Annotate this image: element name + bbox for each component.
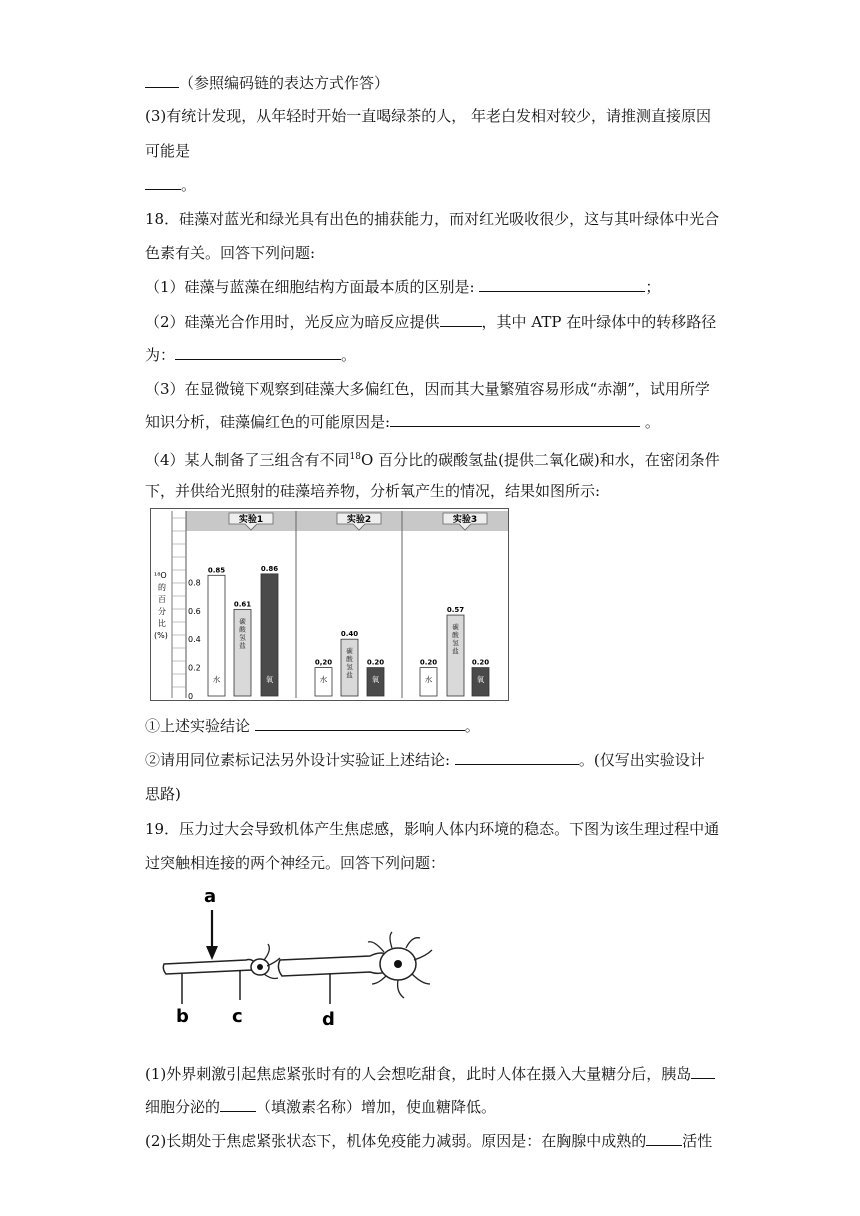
y-label-char: 百 bbox=[158, 595, 166, 604]
bar-text: 碳 bbox=[452, 623, 459, 632]
arrow-head-icon bbox=[206, 946, 218, 960]
bar-text: 酸 bbox=[346, 655, 353, 664]
bar-value-label: 0.57 bbox=[446, 606, 465, 615]
q18-part4-line1: （4）某人制备了三组含有不同$^{18}$O 百分比的碳酸氢盐(提供二氧化碳)和水，在密闭条件 bbox=[145, 451, 720, 469]
label-d: d bbox=[322, 1009, 335, 1030]
y-label-char: (%) bbox=[154, 631, 168, 640]
bar-text: 水 bbox=[424, 675, 433, 684]
bar-value-label: 0.20 bbox=[419, 658, 438, 667]
y-tick-label: 0.4 bbox=[188, 635, 201, 645]
y-label-char: 分 bbox=[158, 607, 166, 616]
y-label-char: 的 bbox=[158, 583, 166, 592]
bar-text: 水 bbox=[212, 675, 221, 684]
q18-stem-line1: 18．硅藻对蓝光和绿光具有出色的捕获能力，而对红光吸收很少，这与其叶绿体中光合 bbox=[145, 210, 720, 228]
bar-text: 水 bbox=[319, 675, 328, 684]
y-label-char: ¹⁸O bbox=[154, 571, 167, 580]
bar-text: 酸 bbox=[239, 625, 246, 634]
label-b: b bbox=[176, 1006, 189, 1027]
q18-part1: （1）硅藻与蓝藻在细胞结构方面最本质的区别是: ； bbox=[145, 278, 661, 296]
group-label: 实验2 bbox=[346, 515, 372, 525]
bar-text: 盐 bbox=[346, 671, 353, 680]
q18-part4-line2: 下，并供给光照射的硅藻培养物，分析氧产生的情况，结果如图所示: bbox=[145, 482, 601, 500]
q17-p3-line2: 可能是 bbox=[145, 142, 191, 160]
q18-subq2-line1: ②请用同位素标记法另外设计实验证上述结论: 。(仅写出实验设计 bbox=[145, 751, 705, 769]
answer-blank[interactable] bbox=[220, 1097, 256, 1112]
bar-text: 酸 bbox=[452, 631, 459, 640]
bar-value-label: 0.86 bbox=[260, 564, 279, 573]
q17-p3-line3: 。 bbox=[145, 175, 196, 195]
q19-part1-line2: 细胞分泌的 （填激素名称）增加，使血糖降低。 bbox=[145, 1098, 497, 1116]
bar-text: 盐 bbox=[239, 641, 246, 650]
nucleus bbox=[394, 960, 402, 968]
synapse-vesicle bbox=[257, 964, 263, 970]
answer-blank[interactable] bbox=[145, 73, 179, 88]
answer-blank[interactable] bbox=[145, 175, 181, 190]
bar-text: 氧 bbox=[265, 675, 274, 684]
bar-value-label: 0.40 bbox=[340, 630, 359, 639]
y-label-char: 比 bbox=[158, 619, 166, 628]
axon-1 bbox=[163, 960, 256, 975]
q19-stem-line2: 过突触相连接的两个神经元。回答下列问题： bbox=[145, 854, 446, 872]
oxygen-isotope-bar-chart bbox=[150, 508, 512, 702]
bar-value-label: 0.20 bbox=[366, 658, 385, 667]
q18-part3-line1: （3）在显微镜下观察到硅藻大多偏红色，因而其大量繁殖容易形成“赤潮”，试用所学 bbox=[145, 380, 710, 398]
q19-part1-line1: (1)外界刺激引起焦虑紧张时有的人会想吃甜食，此时人体在摄入大量糖分后，胰岛 bbox=[145, 1064, 715, 1084]
answer-blank[interactable] bbox=[455, 750, 579, 765]
bar-text: 氧 bbox=[476, 675, 485, 684]
q17-continuation bbox=[145, 73, 389, 93]
q17-p3-line1: (3)有统计发现，从年轻时开始一直喝绿茶的人， 年老白发相对较少，请推测直接原因 bbox=[145, 107, 712, 125]
q18-subq2-line2: 思路) bbox=[145, 785, 181, 803]
answer-blank[interactable] bbox=[646, 1131, 682, 1146]
bar-value-label: 0.85 bbox=[207, 566, 226, 575]
answer-blank[interactable] bbox=[691, 1064, 715, 1079]
answer-blank[interactable] bbox=[255, 716, 465, 731]
y-tick-label: 0.2 bbox=[188, 663, 201, 673]
label-a: a bbox=[204, 886, 217, 907]
y-tick-label: 0 bbox=[188, 692, 194, 701]
bar-text: 氧 bbox=[371, 675, 380, 684]
bar-value-label: 0.61 bbox=[233, 600, 252, 609]
label-c: c bbox=[232, 1006, 243, 1027]
y-tick-label: 0.8 bbox=[188, 578, 201, 588]
q18-stem-line2: 色素有关。回答下列问题: bbox=[145, 244, 316, 262]
bar-text: 碳 bbox=[346, 647, 353, 656]
answer-blank[interactable] bbox=[440, 312, 482, 327]
bar-text: 氢 bbox=[452, 639, 459, 648]
bar-text: 氢 bbox=[346, 663, 353, 672]
q19-stem-line1: 19．压力过大会导致机体产生焦虑感，影响人体内环境的稳态。下图为该生理过程中通 bbox=[145, 820, 720, 838]
neuron-diagram bbox=[160, 880, 450, 1030]
answer-blank[interactable] bbox=[390, 412, 640, 427]
q18-part2-line2: 为： 。 bbox=[145, 346, 357, 364]
bar-text: 盐 bbox=[452, 647, 459, 656]
bar-value-label: 0,20 bbox=[314, 658, 333, 667]
bar-text: 碳 bbox=[239, 617, 246, 626]
q18-part2-line1: （2）硅藻光合作用时，光反应为暗反应提供 ，其中 ATP 在叶绿体中的转移路径 bbox=[145, 313, 717, 331]
q18-part3-line2: 知识分析，硅藻偏红色的可能原因是: 。 bbox=[145, 413, 660, 431]
axon-2 bbox=[278, 953, 392, 976]
bar-text: 氢 bbox=[239, 633, 246, 642]
q17-note: （参照编码链的表达方式作答） bbox=[179, 74, 390, 92]
q19-part2: (2)长期处于焦虑紧张状态下，机体免疫能力减弱。原因是：在胸腺中成熟的 活性 bbox=[145, 1132, 713, 1150]
q18-subq1: ①上述实验结论 。 bbox=[145, 717, 480, 735]
bar-value-label: 0.20 bbox=[471, 658, 490, 667]
group-label: 实验1 bbox=[238, 515, 264, 525]
answer-blank[interactable] bbox=[479, 277, 645, 292]
answer-blank[interactable] bbox=[175, 345, 341, 360]
y-tick-label: 0.6 bbox=[188, 606, 201, 616]
group-label: 实验3 bbox=[452, 515, 478, 525]
